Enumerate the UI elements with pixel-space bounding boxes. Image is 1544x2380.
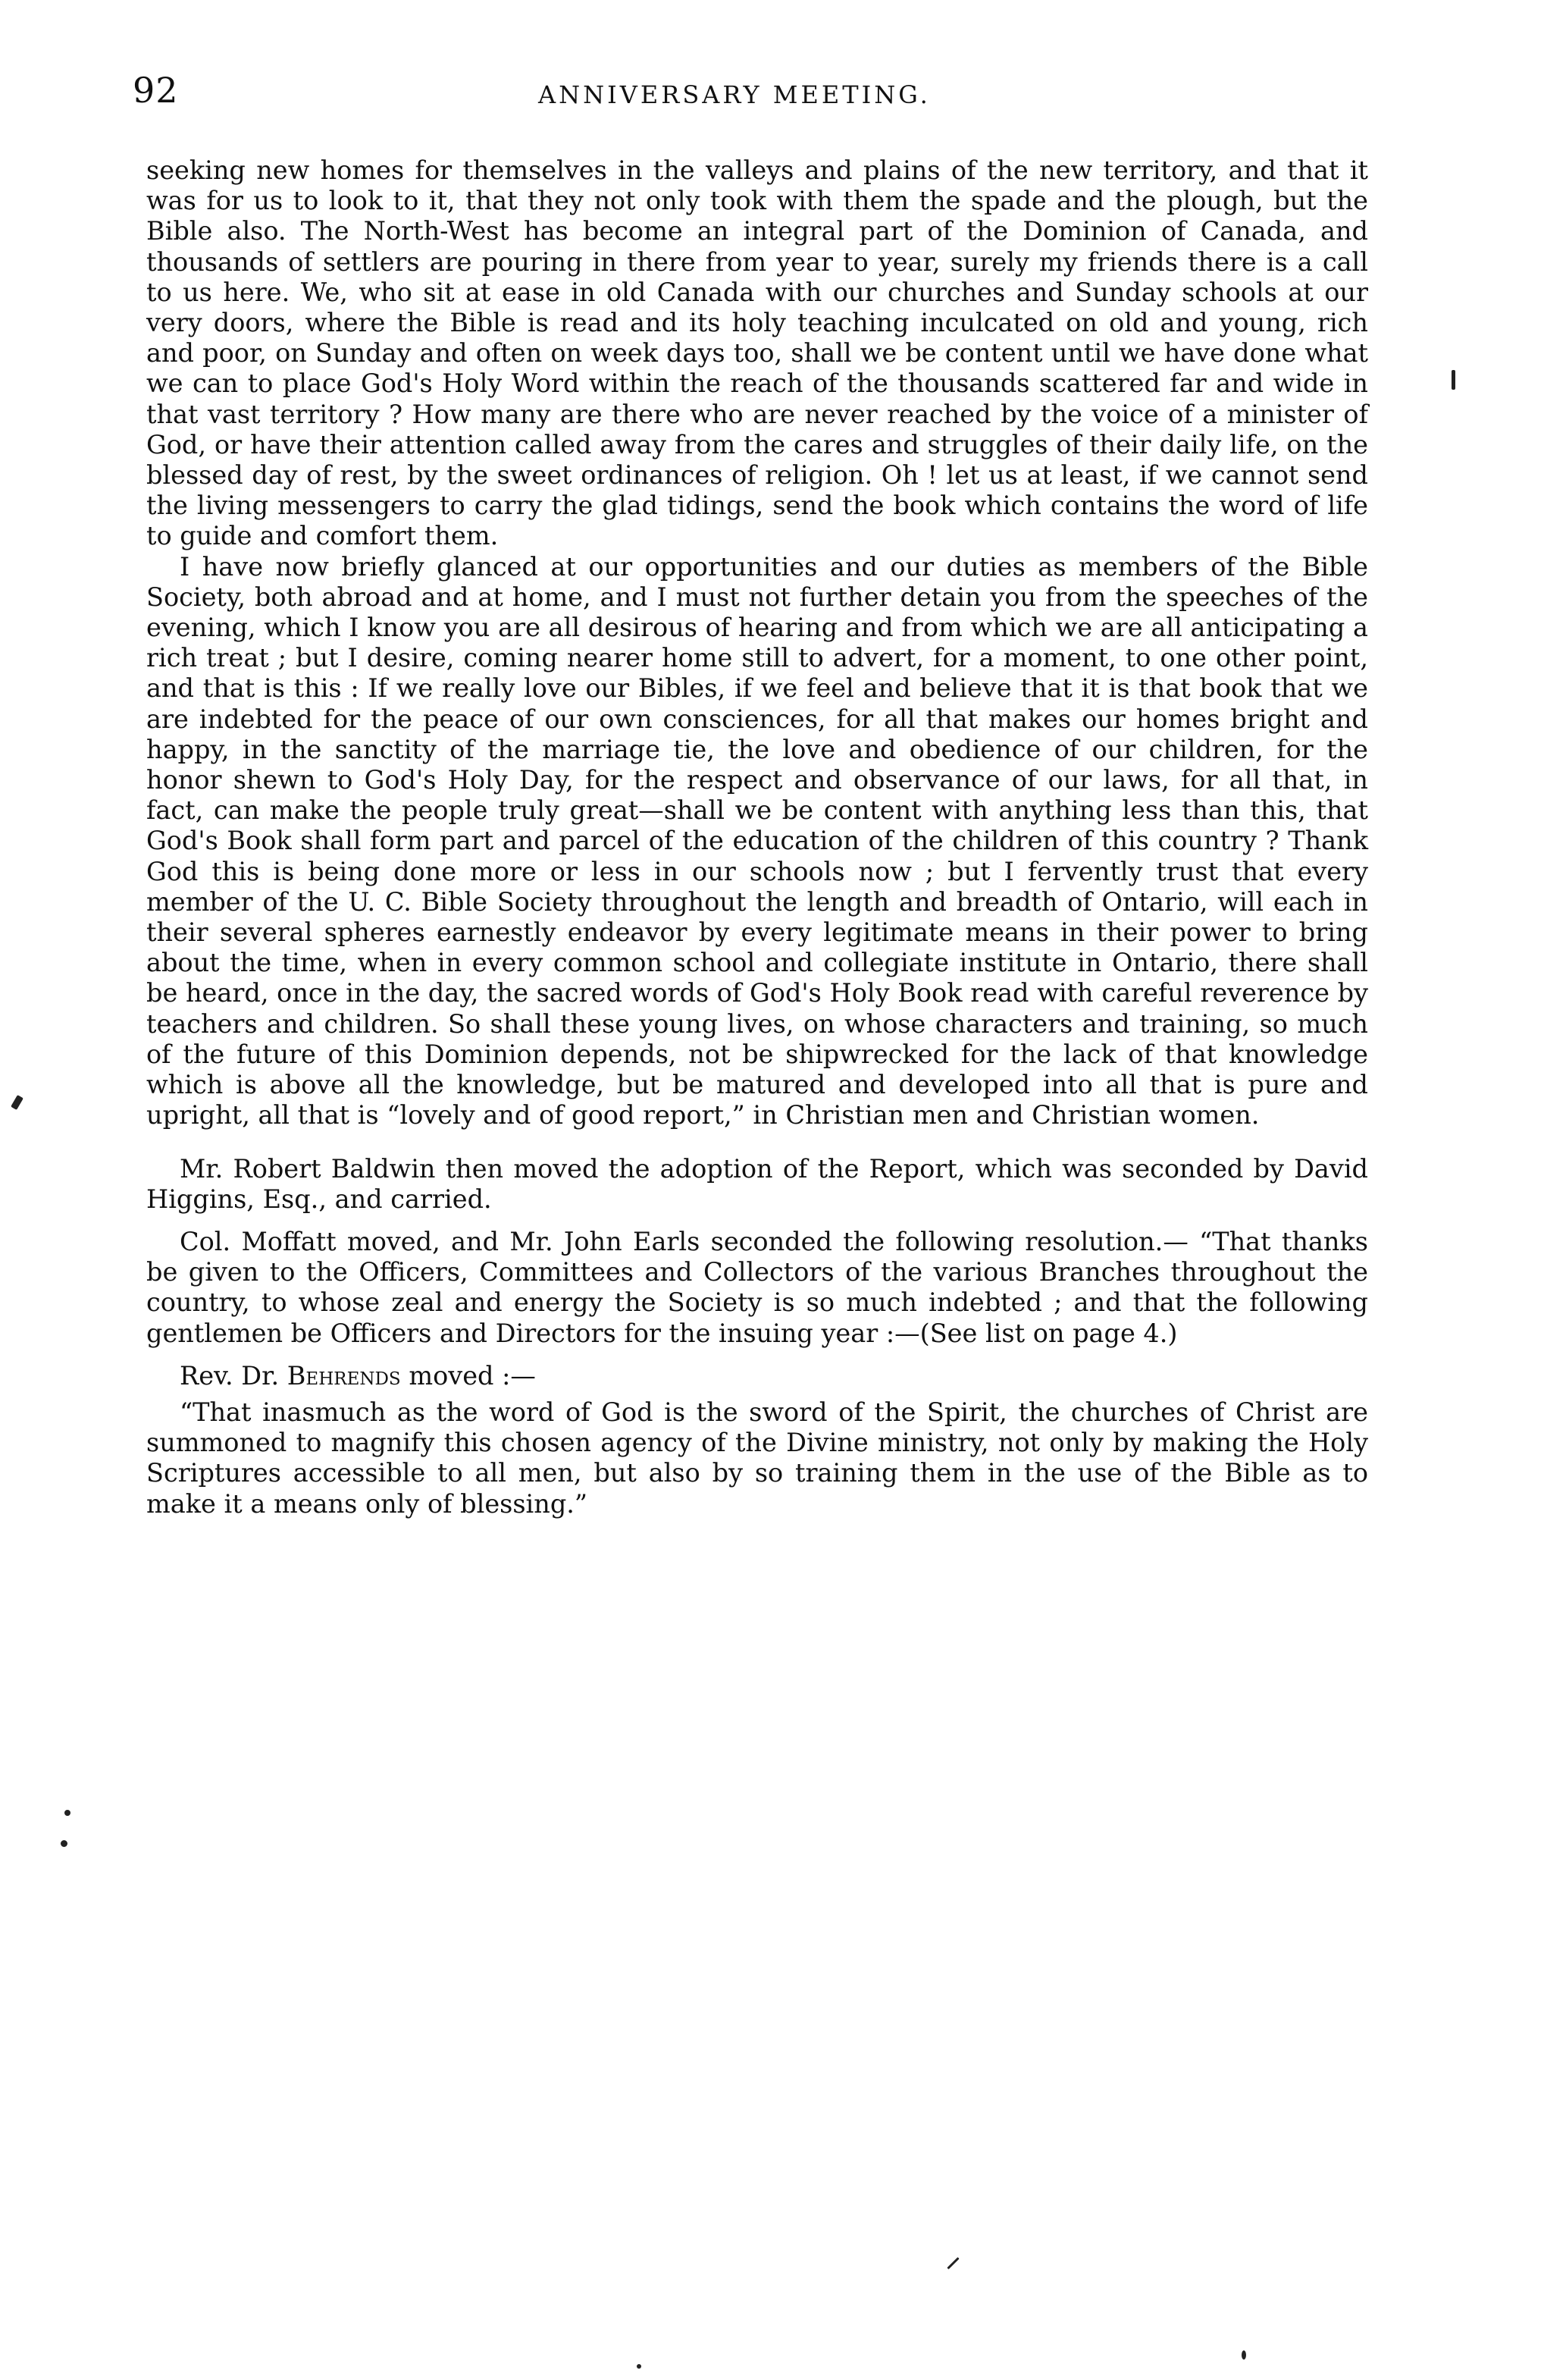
behrends-suffix: moved :— xyxy=(400,1360,536,1391)
scan-speck xyxy=(637,2364,641,2369)
behrends-prefix: Rev. Dr. xyxy=(180,1360,287,1391)
behrends-name: Behrends xyxy=(287,1360,401,1391)
scan-speck xyxy=(1452,370,1455,390)
paragraph-opportunities: I have now briefly glanced at our opportunities and our duties as members of the Bible Society, both abroad and at home, and I must not further detain you from the speeches of the evening, which I know you are all desirous of hearing and from which we are all anticipating a rich treat ; but I desire, coming nearer home still to advert, for a moment, to one other point, and that is this : If we really love our Bibles, if we feel and believe that it is that book that we are indebted for the peace of our own consciences, for all that makes our homes bright and happy, in the sanctity of the marriage tie, the love and obedience of our children, for the honor shewn to God's Holy Day, for the respect and observance of our laws, for all that, in fact, can make the people truly great—shall we be content with anything less than this, that God's Book shall form part and parcel of the education of the children of this country ? Thank God this is being done more or less in our schools now ; but I fervently trust that every member of the U. C. Bible Society throughout the length and breadth of Ontario, will each in their several spheres earnestly endeavor by every legitimate means in their power to bring about the time, when in every common school and collegiate institute in Ontario, there shall be heard, once in the day, the sacred words of God's Holy Book read with careful reverence by teachers and children. So shall these young lives, on whose characters and training, so much of the future of this Dominion depends, not be shipwrecked for the lack of that knowledge which is above all the knowledge, but be matured and developed into all that is pure and upright, all that is “lovely and of good report,” in Christian men and Christian women. xyxy=(146,551,1368,1130)
scan-speck xyxy=(11,1095,23,1110)
running-title: ANNIVERSARY MEETING. xyxy=(538,80,931,109)
paragraph-behrends-resolution: “That inasmuch as the word of God is the sword of the Spirit, the churches of Christ are summoned to magnify this chosen agency of the Divine ministry, not only by making the Holy Scriptures accessible to all men, but also by so training them in the use of the Bible as to make it a means only of blessing.” xyxy=(146,1397,1368,1519)
paragraph-behrends-moved xyxy=(146,1361,1368,1391)
scan-speck xyxy=(1242,2350,1246,2360)
page-number: 92 xyxy=(133,70,179,111)
running-head xyxy=(133,70,1376,123)
body-text xyxy=(146,155,1368,1519)
scan-speck xyxy=(61,1840,67,1847)
scan-speck xyxy=(64,1810,70,1816)
scan-speck xyxy=(947,2257,959,2269)
paragraph-moffatt-resolution: Col. Moffatt moved, and Mr. John Earls seconded the following resolution.— “That thanks be given to the Officers, Committees and Collectors of the various Branches throughout the country, to whose zeal and energy the Society is so much indebted ; and that the following gentlemen be Officers and Directors for the insuing year :—(See list on page 4.) xyxy=(146,1226,1368,1348)
paragraph-northwest: seeking new homes for themselves in the valleys and plains of the new territory, and that it was for us to look to it, that they not only took with them the spade and the plough, but the Bible also. The North-West has become an integral part of the Dominion of Canada, and thousands of settlers are pouring in there from year to year, surely my friends there is a call to us here. We, who sit at ease in old Canada with our churches and Sunday schools at our very doors, where the Bible is read and its holy teaching inculcated on old and young, rich and poor, on Sunday and often on week days too, shall we be content until we have done what we can to place God's Holy Word within the reach of the thousands scattered far and wide in that vast territory ? How many are there who are never reached by the voice of a minister of God, or have their attention called away from the cares and struggles of their daily life, on the blessed day of rest, by the sweet ordinances of religion. Oh ! let us at least, if we cannot send the living messengers to carry the glad tidings, send the book which contains the word of life to guide and comfort them. xyxy=(146,155,1368,551)
paragraph-baldwin-motion: Mr. Robert Baldwin then moved the adoption of the Report, which was seconded by David Higgins, Esq., and carried. xyxy=(146,1153,1368,1214)
